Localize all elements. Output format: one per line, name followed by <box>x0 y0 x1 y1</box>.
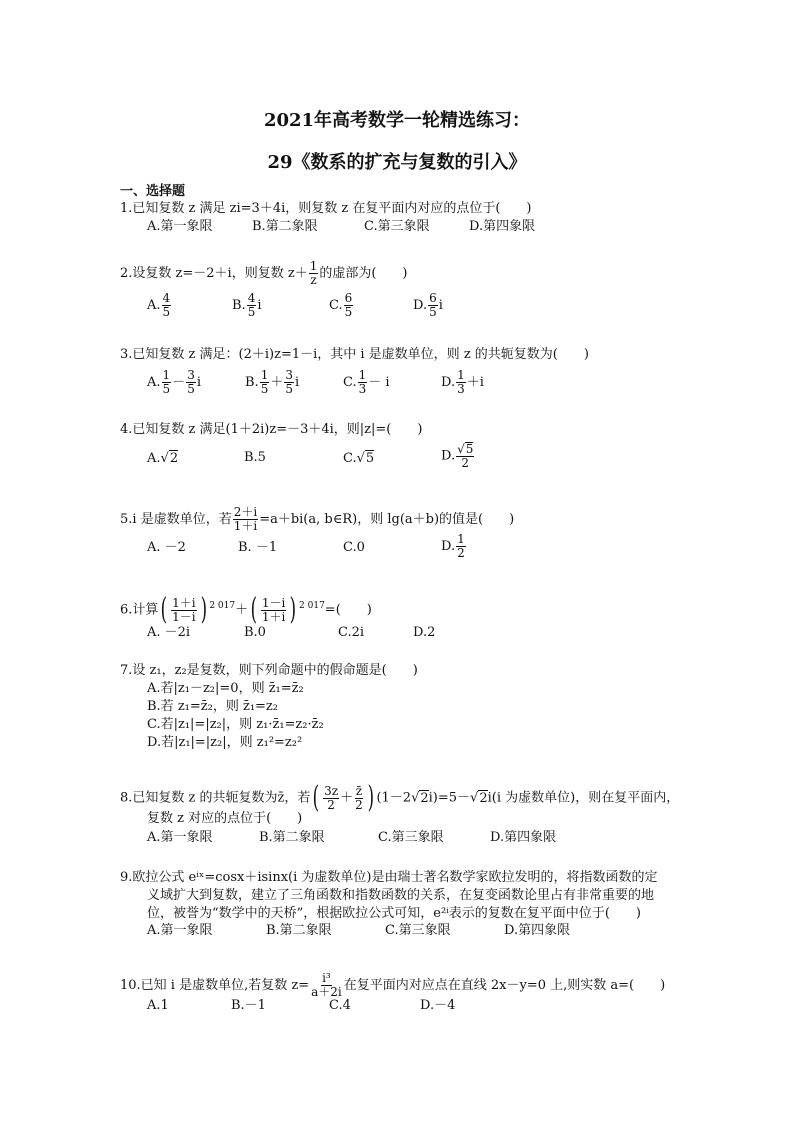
q5-option-c: C.0 <box>343 540 365 555</box>
q1-option-a: A.第一象限 <box>147 219 213 234</box>
q1-option-b: B.第二象限 <box>252 219 318 234</box>
q1-option-d: D.第四象限 <box>469 219 536 234</box>
q5-option-b: B. －1 <box>238 540 278 555</box>
question-9-line3: 位，被誉为“数学中的天桥”，根据欧拉公式可知，e²ⁱ表示的复数在复平面中位于( ) <box>147 906 641 921</box>
page-subtitle: 29《数系的扩充与复数的引入》 <box>267 152 527 173</box>
q8-option-b: B.第二象限 <box>259 830 325 845</box>
q7-option-a: A.若|z₁－z₂|=0，则 z̄₁=z̄₂ <box>147 681 304 696</box>
question-10-stem: 10.已知 i 是虚数单位,若复数 z= $\frac{\text{i³}}{a+2i}$ 在复平面内对应点在直线 2x－y=0 上,则实数 a=( ) <box>120 971 666 999</box>
q2-option-a: A. $\frac{4}{5}$ <box>147 291 171 319</box>
question-6-stem: 6.计算( $\frac{1+i}{1-i}$ ) $^{2 017}$＋( $\frac{1-i}{1+i}$ ) $^{2 017}$=( ) <box>120 592 372 627</box>
q1-option-c: C.第三象限 <box>364 219 430 234</box>
q4-option-d: D. $\frac{√5}{2}$ <box>441 442 474 470</box>
question-8-stem: 8.已知复数 z 的共轭复数为z̄，若( $\frac{3z}{2}$ ＋ $\frac{z̄}{2}$ ) (1－2√2i)=5－√2i(i 为虚数单位)，则在复平面内， <box>120 780 680 815</box>
q7-option-c: C.若|z₁|=|z₂|，则 z₁·z̄₁=z₂·z̄₂ <box>147 717 324 732</box>
q2-option-d: D. $\frac{6}{5}$ i <box>413 291 443 319</box>
question-3-stem: 3.已知复数 z 满足：(2＋i)z=1－i，其中 i 是虚数单位，则 z 的共轭复数为( ) <box>120 347 589 362</box>
question-9-line2: 义域扩大到复数，建立了三角函数和指数函数的关系，在复变函数论里占有非常重要的地 <box>147 888 655 903</box>
question-5-stem: 5.i 是虚数单位，若 $\frac{2+i}{1+i}$ =a＋bi(a, b∈R)，则 lg(a＋b)的值是( ) <box>120 505 515 533</box>
page-title: 2021年高考数学一轮精选练习： <box>263 110 531 131</box>
q8-option-d: D.第四象限 <box>490 830 557 845</box>
q3-option-b: B. $\frac{1}{5}$ ＋ $\frac{3}{5}$ i <box>245 368 300 396</box>
q9-option-d: D.第四象限 <box>504 923 571 938</box>
q3-option-a: A. $\frac{1}{5}$ － $\frac{3}{5}$ i <box>147 368 201 396</box>
q5-option-a: A. －2 <box>147 540 186 555</box>
q6-option-c: C.2i <box>338 625 365 640</box>
q3-option-d: D. $\frac{1}{3}$ ＋i <box>441 368 484 396</box>
q9-option-a: A.第一象限 <box>147 923 213 938</box>
section-heading: 一、选择题 <box>120 184 186 199</box>
q9-option-c: C.第三象限 <box>385 923 451 938</box>
q9-option-b: B.第二象限 <box>266 923 332 938</box>
q7-option-d: D.若|z₁|=|z₂|，则 z₁²=z₂² <box>147 735 303 750</box>
fraction: $\frac{1}{z}$ <box>309 259 318 287</box>
q10-option-c: C.4 <box>329 998 351 1013</box>
question-2-stem: 2.设复数 z=－2＋i，则复数 z＋ $\frac{1}{z}$ 的虚部为( ) <box>120 259 408 287</box>
q6-option-a: A. －2i <box>147 625 191 640</box>
q6-option-b: B.0 <box>244 625 266 640</box>
q7-option-b: B.若 z₁=z̄₂，则 z̄₁=z₂ <box>147 699 278 714</box>
q5-option-d: D. $\frac{1}{2}$ <box>441 532 465 560</box>
q10-option-a: A.1 <box>147 998 169 1013</box>
q2-option-c: C. $\frac{6}{5}$ <box>329 291 353 319</box>
q4-option-a: A.√2 <box>147 451 179 466</box>
question-1-stem: 1.已知复数 z 满足 zi=3＋4i，则复数 z 在复平面内对应的点位于( ) <box>120 201 532 216</box>
question-7-stem: 7.设 z₁，z₂是复数，则下列命题中的假命题是( ) <box>120 663 418 678</box>
q8-option-a: A.第一象限 <box>147 830 213 845</box>
q3-option-c: C. $\frac{1}{3}$ － i <box>343 368 390 396</box>
question-4-stem: 4.已知复数 z 满足(1＋2i)z=－3＋4i，则|z|=( ) <box>120 422 423 437</box>
question-8-stem-line2: 复数 z 对应的点位于( ) <box>147 811 303 826</box>
q4-option-c: C.√5 <box>343 451 375 466</box>
q6-option-d: D.2 <box>413 625 436 640</box>
q8-option-c: C.第三象限 <box>378 830 444 845</box>
q10-option-d: D.－4 <box>420 998 456 1013</box>
q4-option-b: B.5 <box>244 450 266 465</box>
question-9-line1: 9.欧拉公式 eⁱˣ=cosx＋isinx(i 为虚数单位)是由瑞士著名数学家欧拉发明的，将指数函数的定 <box>120 870 658 885</box>
q2-option-b: B. $\frac{4}{5}$ i <box>232 291 262 319</box>
q10-option-b: B.－1 <box>231 998 266 1013</box>
